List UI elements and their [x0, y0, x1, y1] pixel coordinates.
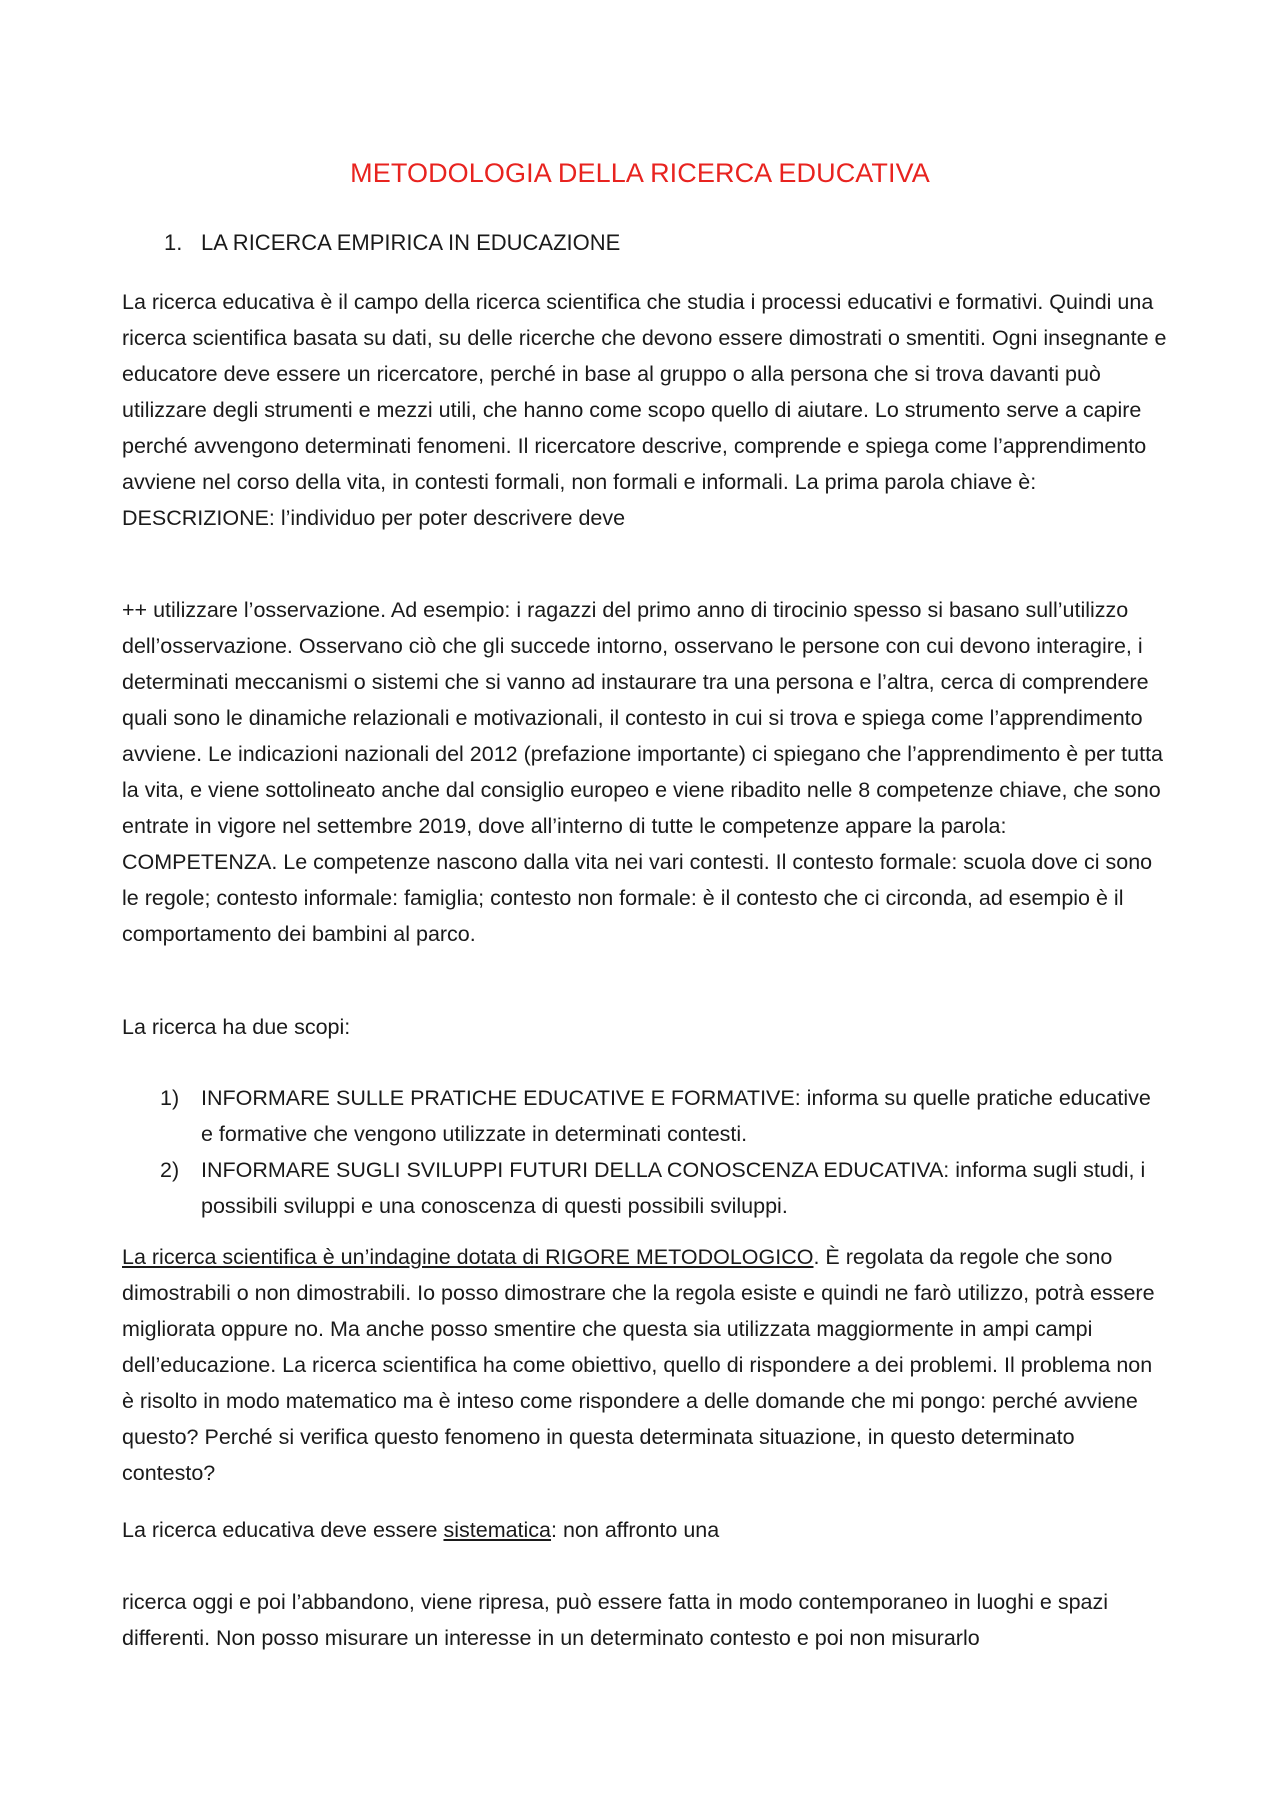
paragraph-rigor — [122, 1239, 1167, 1491]
paragraph-intro: La ricerca educativa è il campo della ricerca scientifica che studia i processi educativi e formativi. Quindi una ricerca scientifica basata su dati, su delle ricerche che devono essere dimostrati o smentiti. Ogni insegnante e educatore deve essere un ricercatore, perché in base al gruppo o alla persona che si trova davanti può utilizzare degli strumenti e mezzi utili, che hanno come scopo quello di aiutare. Lo strumento serve a capire perché avvengono determinati fenomeni. Il ricercatore descrive, comprende e spiega come l’apprendimento avviene nel corso della vita, in contesti formali, non formali e informali. La prima parola chiave è: DESCRIZIONE: l’individuo per poter descrivere deve — [122, 290, 1167, 530]
paragraph-systematic-before: La ricerca educativa deve essere — [122, 1518, 444, 1542]
paragraph-rigor-text: . È regolata da regole che sono dimostrabili o non dimostrabili. Io posso dimostrare che la regola esiste e quindi ne farò utilizzo, potrà essere migliorata oppure no. Ma anche posso smentire che questa sia utilizzata maggiormente in ampi campi dell’educazione. La ricerca scientifica ha come obiettivo, quello di rispondere a dei problemi. Il problema non è risolto in modo matematico ma è inteso come rispondere a delle domande che mi pongo: perché avviene questo? Perché si verifica questo fenomeno in questa determinata situazione, in questo determinato contesto? — [122, 1245, 1155, 1485]
purposes-list — [122, 1080, 1167, 1224]
paragraph-continuation: ricerca oggi e poi l’abbandono, viene ripresa, può essere fatta in modo contemporaneo in luoghi e spazi differenti. Non posso misurare un interesse in un determinato contesto e poi non misurarlo — [122, 1590, 1109, 1650]
list-item-text: INFORMARE SULLE PRATICHE EDUCATIVE E FORMATIVE: informa su quelle pratiche educative e formative che vengono utilizzate in determinati contesti. — [201, 1086, 1151, 1146]
list-item — [122, 1080, 1167, 1152]
list-marker: 1) — [160, 1086, 180, 1110]
paragraph-observation: ++ utilizzare l’osservazione. Ad esempio: i ragazzi del primo anno di tirocinio spesso si basano sull’utilizzo dell’osservazione. Osservano ciò che gli succede intorno, osservano le persone con cui devono interagire, i determinati meccanismi o sistemi che si vanno ad instaurare tra una persona e l’altra, cerca di comprendere quali sono le dinamiche relazionali e motivazionali, il contesto in cui si trova e spiega come l’apprendimento avviene. Le indicazioni nazionali del 2012 (prefazione importante) ci spiegano che l’apprendimento è per tutta la vita, e viene sottolineato anche dal consiglio europeo e viene ribadito nelle 8 competenze chiave, che sono entrate in vigore nel settembre 2019, dove all’interno di tutte le competenze appare la parola: COMPETENZA. Le competenze nascono dalla vita nei vari contesti. Il contesto formale: scuola dove ci sono le regole; contesto informale: famiglia; contesto non formale: è il contesto che ci circonda, ad esempio è il comportamento dei bambini al parco. — [122, 598, 1164, 946]
underlined-systematic: sistematica — [443, 1518, 552, 1542]
underlined-definition: La ricerca scientifica è un’indagine dotata di RIGORE METODOLOGICO — [122, 1245, 814, 1269]
section-heading — [164, 230, 620, 256]
paragraph-systematic — [122, 1512, 1167, 1548]
section-title: LA RICERCA EMPIRICA IN EDUCAZIONE — [201, 230, 621, 255]
paragraph-purposes: La ricerca ha due scopi: — [122, 1015, 351, 1039]
paragraph-systematic-after: : non affronto una — [551, 1518, 720, 1542]
list-marker: 2) — [160, 1158, 180, 1182]
list-item-text: INFORMARE SUGLI SVILUPPI FUTURI DELLA CONOSCENZA EDUCATIVA: informa sugli studi, i possibili sviluppi e una conoscenza di questi possibili sviluppi. — [201, 1158, 1146, 1218]
list-item — [122, 1152, 1167, 1224]
section-number: 1. — [164, 230, 183, 255]
document-title: METODOLOGIA DELLA RICERCA EDUCATIVA — [350, 158, 930, 188]
